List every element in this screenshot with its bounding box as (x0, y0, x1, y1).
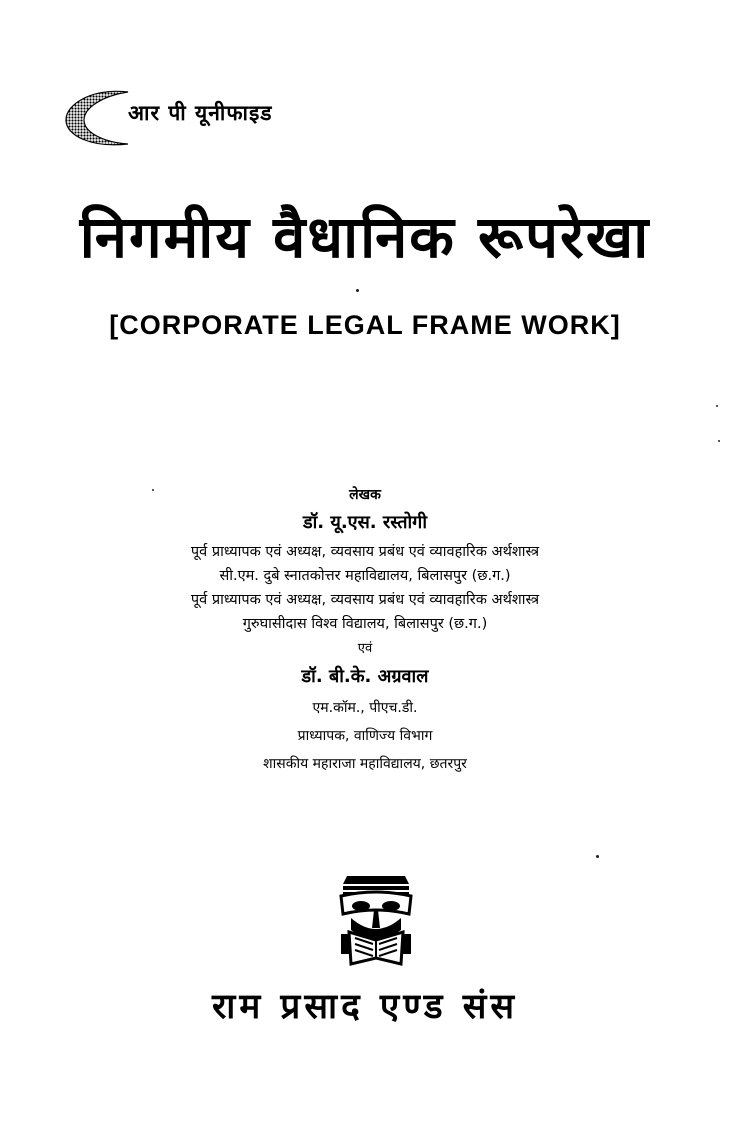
scan-speck (152, 489, 154, 491)
publisher-name: राम प्रसाद एण्ड संस (211, 987, 519, 1027)
author-2-name: डॉ. बी.के. अग्रवाल (301, 666, 429, 687)
author-1-affiliation: सी.एम. दुबे स्नातकोत्तर महाविद्यालय, बिलासपुर (छ.ग.) (219, 568, 511, 584)
author-1-affiliation: पूर्व प्राध्यापक एवं अध्यक्ष, व्यवसाय प्रबंध एवं व्यावहारिक अर्थशास्त्र (190, 544, 540, 560)
book-title-english: [CORPORATE LEGAL FRAME WORK] (109, 310, 621, 340)
scan-speck (718, 440, 720, 442)
series-name: आर पी यूनीफाइड (128, 101, 273, 125)
author-1-affiliation: पूर्व प्राध्यापक एवं अध्यक्ष, व्यवसाय प्रबंध एवं व्यावहारिक अर्थशास्त्र (190, 592, 540, 608)
scan-speck (596, 855, 599, 858)
book-title-hindi: निगमीय वैधानिक रूपरेखा (79, 203, 651, 271)
author-1-affiliation: गुरुघासीदास विश्व विद्यालय, बिलासपुर (छ.ग.) (242, 616, 488, 632)
scan-speck (716, 405, 718, 407)
scan-speck (356, 289, 359, 292)
author-2-affiliation: एम.कॉम., पीएच.डी. (312, 700, 418, 716)
author-role-label: लेखक (349, 487, 381, 503)
author-1-name: डॉ. यू.एस. रस्तोगी (303, 512, 427, 533)
reader-mask-logo-icon (337, 870, 415, 970)
credits-block (0, 485, 730, 778)
crescent-logo-icon (62, 86, 132, 150)
author-2-affiliation: प्राध्यापक, वाणिज्य विभाग (297, 728, 433, 744)
conjunction: एवं (357, 641, 373, 656)
author-2-affiliation: शासकीय महाराजा महाविद्यालय, छतरपुर (263, 756, 467, 772)
